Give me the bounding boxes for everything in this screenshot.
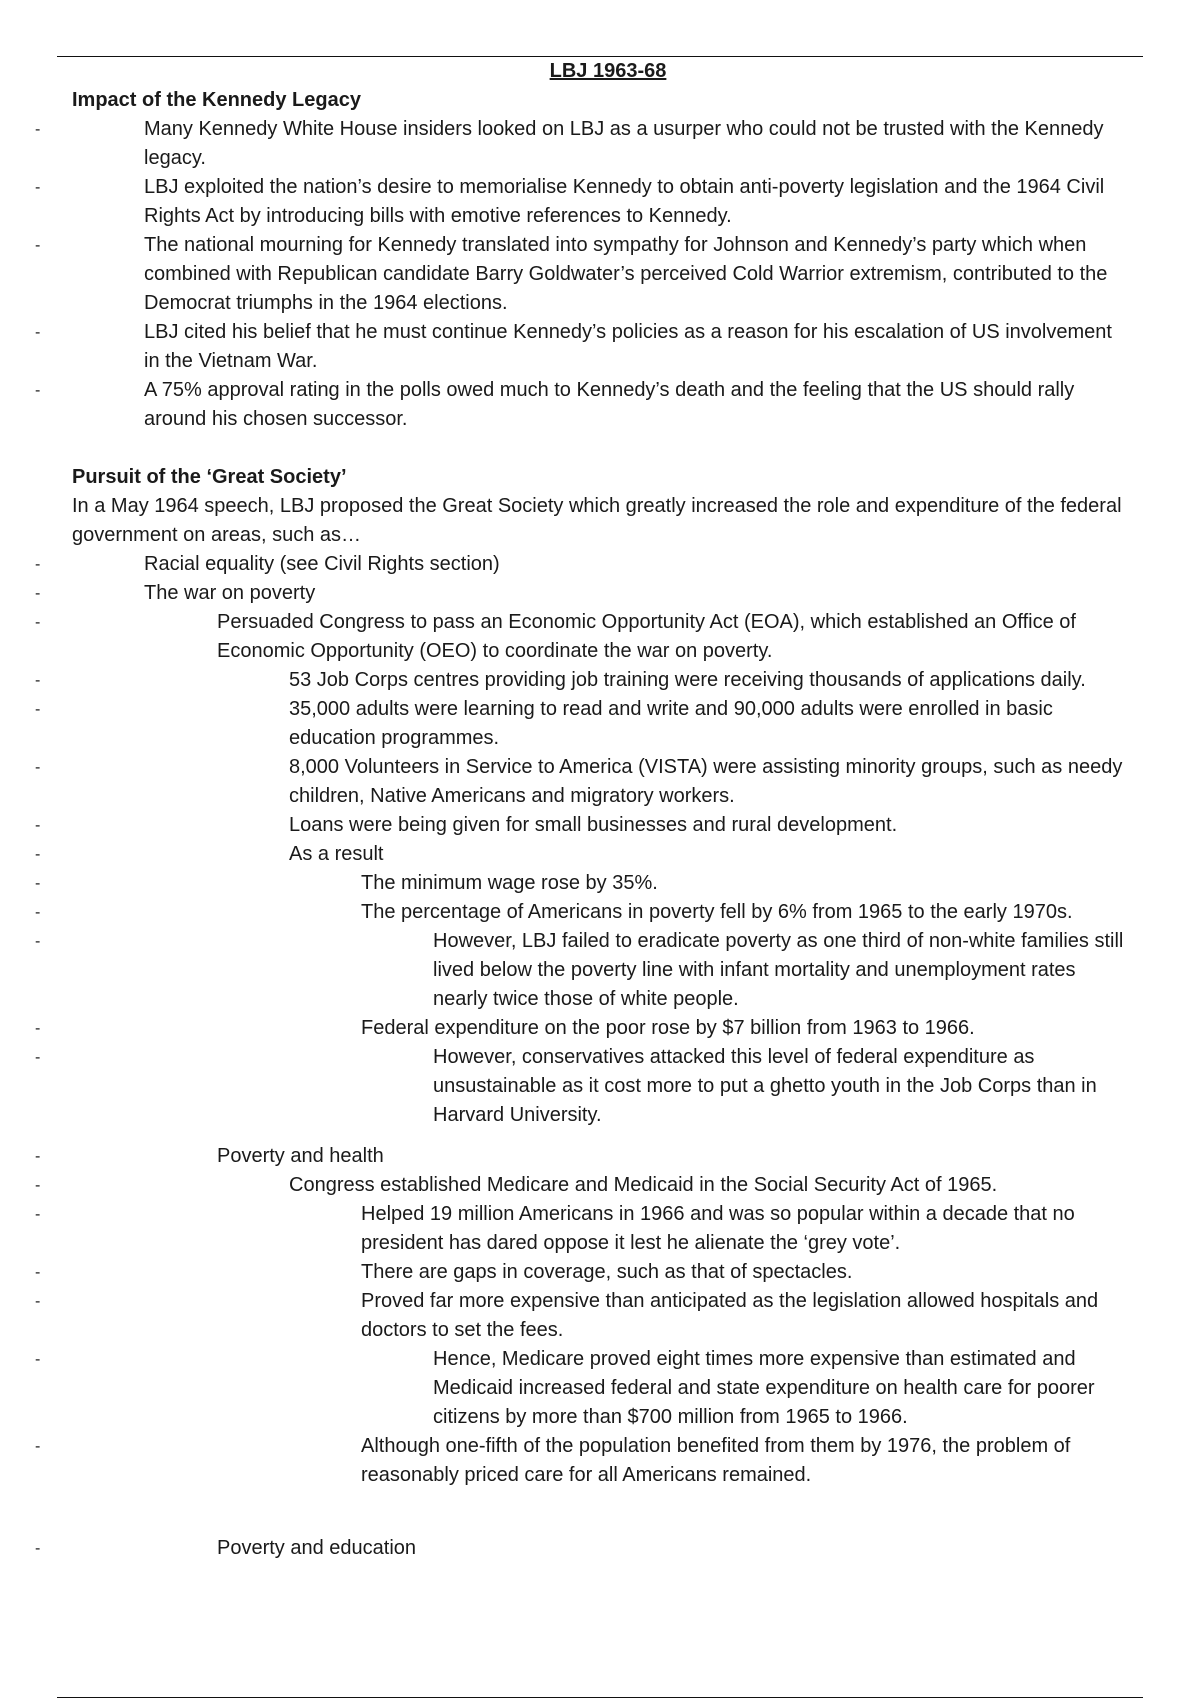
list-item: - Poverty and health xyxy=(35,1145,384,1167)
list-item: - The percentage of Americans in poverty fell by 6% from 1965 to the early 1970s. xyxy=(35,901,1073,923)
list-item: - However, LBJ failed to eradicate poverty as one third of non-white families still lived below the poverty line with infant mortality and unemployment rates nearly twice those of white people. xyxy=(35,930,1124,1010)
list-item: - The minimum wage rose by 35%. xyxy=(35,872,658,894)
list-item: - Proved far more expensive than anticipated as the legislation allowed hospitals and doctors to set the fees. xyxy=(35,1290,1099,1341)
list-item: - LBJ cited his belief that he must continue Kennedy’s policies as a reason for his escalation of US involvement in the Vietnam War. xyxy=(35,321,1112,372)
list-item: - 8,000 Volunteers in Service to America (VISTA) were assisting minority groups, such as needy children, Native Americans and migratory workers. xyxy=(35,756,1123,807)
list-item: - Helped 19 million Americans in 1966 and was so popular within a decade that no president has dared oppose it lest he alienate the ‘grey vote’. xyxy=(35,1203,1075,1254)
list-item: - 53 Job Corps centres providing job training were receiving thousands of applications daily. xyxy=(35,669,1086,691)
great-society-list xyxy=(35,550,1132,1130)
list-item: - Although one-fifth of the population benefited from them by 1976, the problem of reasonably priced care for all Americans remained. xyxy=(35,1435,1071,1486)
poverty-health-list xyxy=(35,1142,1132,1490)
section-heading-kennedy-legacy: Impact of the Kennedy Legacy xyxy=(72,89,361,111)
bottom-rule xyxy=(57,1697,1143,1698)
list-item: - Racial equality (see Civil Rights section) xyxy=(35,553,500,575)
list-item: - Hence, Medicare proved eight times more expensive than estimated and Medicaid increased federal and state expenditure on health care for poorer citizens by more than $700 million from 1965 to 1966. xyxy=(35,1348,1095,1428)
great-society-intro: In a May 1964 speech, LBJ proposed the Great Society which greatly increased the role and expenditure of the federal government on areas, such as… xyxy=(72,495,1122,546)
list-item: - Persuaded Congress to pass an Economic Opportunity Act (EOA), which established an Office of Economic Opportunity (OEO) to coordinate the war on poverty. xyxy=(35,611,1076,662)
list-item: - Federal expenditure on the poor rose by $7 billion from 1963 to 1966. xyxy=(35,1017,975,1039)
list-item: - The national mourning for Kennedy translated into sympathy for Johnson and Kennedy’s party which when combined with Republican candidate Barry Goldwater’s perceived Cold Warrior extremism, contributed to the Democrat triumphs in the 1964 elections. xyxy=(35,234,1108,314)
list-item: - However, conservatives attacked this level of federal expenditure as unsustainable as it cost more to put a ghetto youth in the Job Corps than in Harvard University. xyxy=(35,1046,1097,1126)
list-item: - LBJ exploited the nation’s desire to memorialise Kennedy to obtain anti-poverty legislation and the 1964 Civil Rights Act by introducing bills with emotive references to Kennedy. xyxy=(35,176,1105,227)
list-item: - 35,000 adults were learning to read and write and 90,000 adults were enrolled in basic education programmes. xyxy=(35,698,1053,749)
document-title: LBJ 1963-68 xyxy=(549,60,667,82)
list-item: - Congress established Medicare and Medicaid in the Social Security Act of 1965. xyxy=(35,1174,998,1196)
list-item: - The war on poverty xyxy=(35,582,316,604)
poverty-education-list xyxy=(35,1534,1132,1563)
list-item: - A 75% approval rating in the polls owed much to Kennedy’s death and the feeling that the US should rally around his chosen successor. xyxy=(35,379,1075,430)
document-page xyxy=(35,57,1132,1563)
list-item: - Loans were being given for small businesses and rural development. xyxy=(35,814,898,836)
list-item: - As a result xyxy=(35,843,384,865)
section-heading-great-society: Pursuit of the ‘Great Society’ xyxy=(72,466,347,488)
list-item: - There are gaps in coverage, such as that of spectacles. xyxy=(35,1261,853,1283)
list-item: - Many Kennedy White House insiders looked on LBJ as a usurper who could not be trusted with the Kennedy legacy. xyxy=(35,118,1104,169)
list-item: - Poverty and education xyxy=(35,1537,417,1559)
kennedy-legacy-list xyxy=(35,115,1132,434)
